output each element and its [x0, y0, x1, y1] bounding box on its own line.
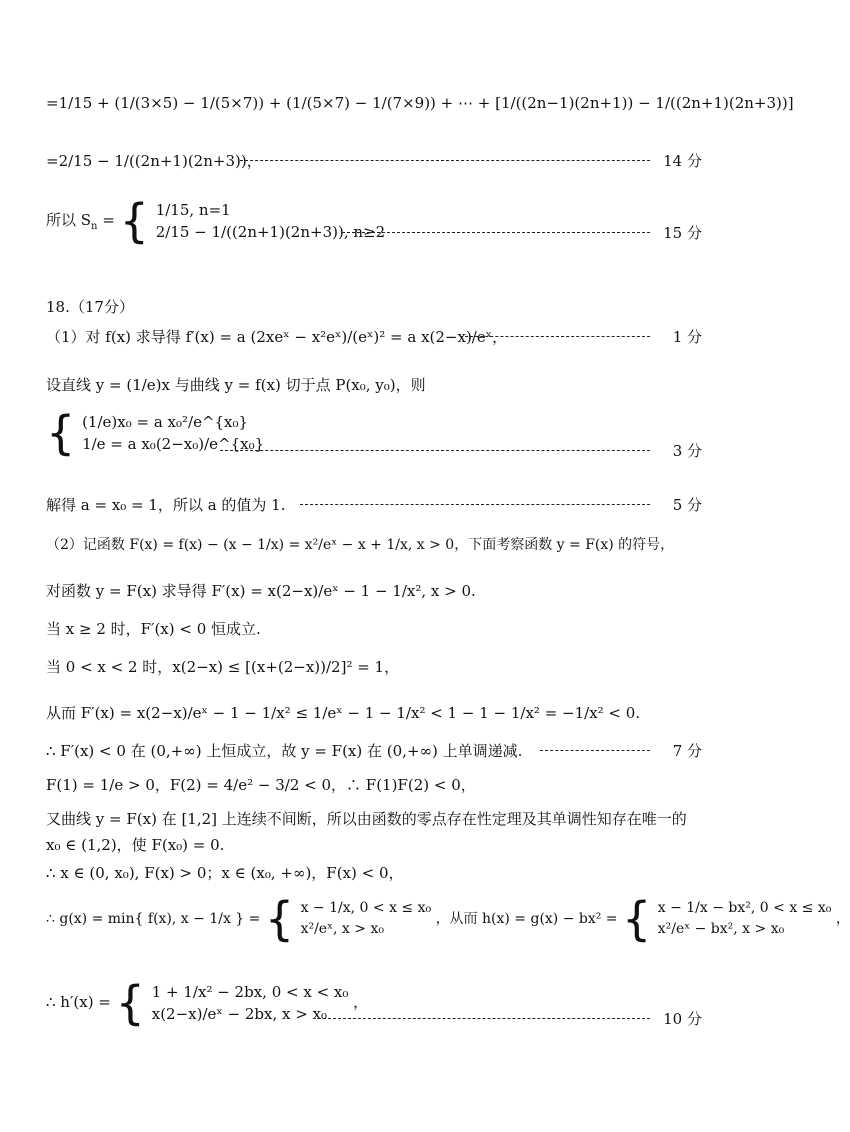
question-18-header: 18.（17分）	[46, 298, 134, 316]
F-derivative: 对函数 y = F(x) 求导得 F′(x) = x(2−x)/eˣ − 1 − 1/x², x > 0.	[46, 582, 476, 600]
sn-cases	[156, 199, 385, 244]
score-7: 7 分	[672, 742, 702, 760]
brace-symbol: {	[115, 976, 145, 1030]
tangent-case-2: 1/e = a x₀(2−x₀)/e^{x₀}	[82, 435, 265, 453]
h-end: ，	[835, 911, 850, 927]
score-1: 1 分	[672, 328, 702, 346]
score-3: 3 分	[672, 442, 702, 460]
solve-a: 解得 a = x₀ = 1，所以 a 的值为 1.	[46, 496, 286, 514]
brace-symbol: {	[119, 194, 149, 248]
g-min-expr: ∴ g(x) = min{ f(x), x − 1/x } =	[46, 911, 261, 927]
tangent-setup: 设直线 y = (1/e)x 与曲线 y = f(x) 切于点 P(x₀, y₀)，则	[46, 376, 426, 394]
sn-prefix: 所以 S	[46, 211, 92, 229]
brace-symbol: {	[264, 892, 295, 946]
F-derivative-bound: 从而 F′(x) = x(2−x)/eˣ − 1 − 1/x² ≤ 1/eˣ − 1 − 1/x² < 1 − 1 − 1/x² = −1/x² < 0.	[46, 704, 641, 722]
dashed-leader	[240, 160, 650, 161]
F-decreasing: ∴ F′(x) < 0 在 (0,+∞) 上恒成立，故 y = F(x) 在 (0,+∞) 上单调递减.	[46, 742, 523, 760]
dashed-leader	[318, 1018, 650, 1019]
g-cases	[301, 898, 432, 940]
part1-derivative: （1）对 f(x) 求导得 f′(x) = a (2xeˣ − x²eˣ)/(eˣ)² = a x(2−x)/eˣ，	[46, 328, 508, 346]
dashed-leader	[460, 336, 650, 337]
line-sum-expansion: =1/15 + (1/(3×5) − 1/(5×7)) + (1/(5×7) − 1/(7×9)) + ⋯ + [1/((2n−1)(2n+1)) − 1/((2n+1)(2n+3))]	[46, 94, 794, 112]
line-sum-result: =2/15 − 1/((2n+1)(2n+3))，	[46, 152, 262, 170]
line-sn-cases	[46, 194, 386, 248]
sn-case-2: 2/15 − 1/((2n+1)(2n+3)), n≥2	[155, 223, 386, 241]
sign-of-F: ∴ x ∈ (0, x₀), F(x) > 0；x ∈ (x₀, +∞)，F(x) < 0，	[46, 864, 404, 882]
continuity-argument: 又曲线 y = F(x) 在 [1,2] 上连续不间断，所以由函数的零点存在性定理及其单调性知存在唯一的	[46, 810, 687, 828]
part2-define-F: （2）记函数 F(x) = f(x) − (x − 1/x) = x²/eˣ − x + 1/x, x > 0，下面考察函数 y = F(x) 的符号，	[46, 537, 675, 553]
g-and-h-definition	[46, 892, 850, 946]
brace-symbol: {	[46, 406, 76, 460]
h-derivative-expr: ∴ h′(x) =	[46, 993, 111, 1011]
dashed-leader	[342, 232, 650, 233]
h-derivative-end: ，	[353, 993, 369, 1011]
h-derivative-case-1: 1 + 1/x² − 2bx, 0 < x < x₀	[151, 982, 349, 1001]
h-expr: ，从而 h(x) = g(x) − bx² =	[435, 911, 618, 927]
case-0-x-2: 当 0 < x < 2 时，x(2−x) ≤ [(x+(2−x))/2]² = 1，	[46, 658, 400, 676]
sn-eq: =	[97, 211, 115, 229]
sn-case-1: 1/15, n=1	[155, 200, 231, 219]
score-14: 14 分	[663, 152, 702, 170]
h-cases	[658, 898, 832, 940]
dashed-leader	[300, 504, 650, 505]
h-case-2: x²/eˣ − bx², x > x₀	[657, 921, 785, 937]
h-case-1: x − 1/x − bx², 0 < x ≤ x₀	[657, 900, 832, 916]
F-values: F(1) = 1/e > 0，F(2) = 4/e² − 3/2 < 0，∴ F(1)F(2) < 0，	[46, 776, 476, 794]
brace-symbol: {	[622, 892, 652, 946]
dashed-leader	[540, 750, 650, 751]
tangent-case-1: (1/e)x₀ = a x₀²/e^{x₀}	[82, 412, 249, 431]
g-case-2: x²/eˣ, x > x₀	[300, 921, 384, 937]
h-derivative	[46, 976, 369, 1030]
score-15: 15 分	[663, 224, 702, 242]
h-derivative-case-2: x(2−x)/eˣ − 2bx, x > x₀	[151, 1005, 328, 1023]
tangent-cases	[82, 411, 264, 456]
score-10: 10 分	[663, 1010, 702, 1028]
dashed-leader	[220, 450, 650, 451]
score-5: 5 分	[672, 496, 702, 514]
g-case-1: x − 1/x, 0 < x ≤ x₀	[300, 900, 432, 916]
sn-subscript: n	[91, 221, 98, 232]
case-x-ge-2: 当 x ≥ 2 时，F′(x) < 0 恒成立.	[46, 620, 261, 638]
x0-existence: x₀ ∈ (1,2)，使 F(x₀) = 0.	[46, 836, 225, 854]
